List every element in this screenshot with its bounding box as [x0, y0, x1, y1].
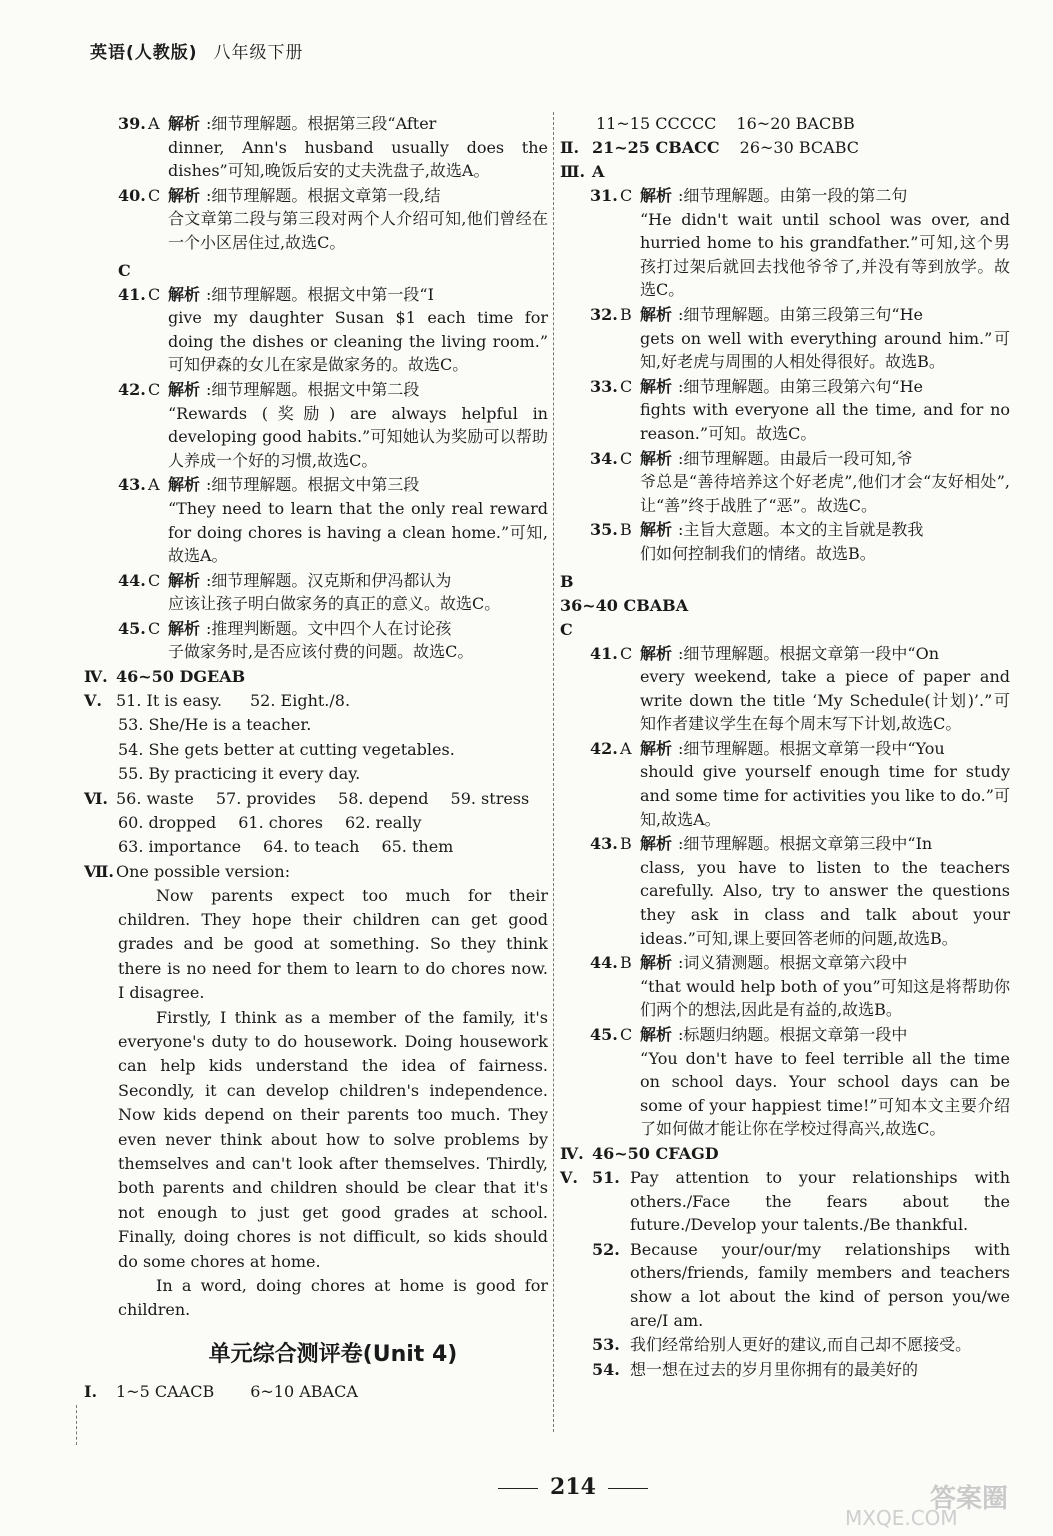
- answers-63-65: 63. importance 64. to teach 65. them: [118, 837, 454, 857]
- answer-55: 55. By practicing it every day.: [118, 764, 361, 784]
- section-1-answers: Ⅰ. 1~5 CAACB 6~10 ABACA: [84, 1381, 358, 1401]
- answer-42: 42. C 解析 :细节理解题。根据文中第二段 “Rewards (奖励) are always helpful in developing good habits.”可知她认为奖励可以帮助人养成一个好的习惯,故选C。: [118, 379, 548, 470]
- essay-paragraph-1: Now parents expect too much for their children. They hope their children can get good grades and be good at something. So they think there is no need for them to learn to do chores now. I disagree.: [118, 885, 548, 1003]
- answer-45: 45. C 解析 :推理判断题。文中四个人在讨论孩 子做家务时,是否应该付费的问题。故选C。: [118, 618, 474, 662]
- answer-33: 33. C 解析 :细节理解题。由第三段第六句“He fights with everyone all the time, and for no reason.”可知。故选C。: [590, 376, 1010, 443]
- answer-44: 44. C 解析 :细节理解题。汉克斯和伊冯都认为 应该让孩子明白做家务的真正的意义。故选C。: [118, 570, 501, 614]
- section-6-answers: Ⅵ. 56. waste 57. provides 58. depend 59. stress: [84, 788, 530, 808]
- answer-51-right: Ⅴ. 51. Pay attention to your relationships with others./Face the fears about the future./Develop your talents./Be thankful.: [560, 1167, 1010, 1235]
- answer-43: 43. A 解析 :细节理解题。根据文中第三段 “They need to learn that the only real reward for doing chores is having a clean home.”可知,故选A。: [118, 475, 548, 566]
- answer-45-right: 45. C 解析 :标题归纳题。根据文章第一段中 “You don't have to feel terrible all the time on school days. Your school days can be some of your happiest time!”可知本文主要介绍了如何做才能让你在学校过得高兴,故选C。: [590, 1025, 1010, 1139]
- section-b-label: B: [560, 571, 574, 591]
- answer-54: 54. She gets better at cutting vegetables.: [118, 739, 455, 759]
- column-divider: [553, 112, 554, 1432]
- section-4-answers-right: Ⅳ. 46~50 CFAGD: [560, 1143, 719, 1163]
- unit-title: 单元综合测评卷(Unit 4): [208, 1341, 458, 1367]
- answer-32: 32. B 解析 :细节理解题。由第三段第三句“He gets on well with everything around him.”可知,好老虎与周围的人相处得很好。故选B。: [590, 304, 1010, 372]
- essay-paragraph-3: In a word, doing chores at home is good for children.: [118, 1276, 548, 1320]
- page-number: 214: [486, 1474, 660, 1500]
- answer-53: 53. She/He is a teacher.: [118, 715, 312, 735]
- column-divider-small: [76, 1405, 77, 1445]
- answers-11-20: 11~15 CCCCC 16~20 BACBB: [596, 114, 855, 133]
- answer-52-right: 52. Because your/our/my relationships with others/friends, family members and teachers show a lot about the kind of person you/we are/I am.: [592, 1239, 1010, 1330]
- answer-34: 34. C 解析 :细节理解题。由最后一段可知,爷 爷总是“善待培养这个好老虎”,他们才会“友好相处”,让“善”终于战胜了“恶”。故选C。: [590, 448, 1010, 515]
- answer-35: 35. B 解析 :主旨大意题。本文的主旨就是教我 们如何控制我们的情绪。故选B。: [590, 520, 924, 563]
- left-column: [84, 112, 548, 1404]
- answer-31: 31. C 解析 :细节理解题。由第一段的第二句 “He didn't wait until school was over, and hurried home to his grandfather.”可知,这个男孩打过架后就回去找他爷爷了,并没有等到放学。故选C。: [590, 186, 1010, 300]
- watermark-logo: 答案圈: [930, 1484, 1009, 1514]
- answers-60-62: 60. dropped 61. chores 62. really: [118, 812, 422, 832]
- page-header: [90, 38, 304, 63]
- answer-39: 39. A 解析 :细节理解题。根据第三段“After dinner, Ann's husband usually does the dishes”可知,晚饭后安的丈夫洗盘子,故选A。: [118, 114, 548, 181]
- answer-42-right: 42. A 解析 :细节理解题。根据文章第一段中“You should give yourself enough time for study and some time for activities you like to do.”可知,故选A。: [590, 738, 1010, 829]
- answers-36-40: 36~40 CBABA: [560, 595, 689, 615]
- section-4-answers: Ⅳ. 46~50 DGEAB: [84, 667, 246, 687]
- section-3-label: Ⅲ. A: [560, 162, 605, 181]
- section-c-label-right: C: [560, 619, 573, 639]
- answer-43-right: 43. B 解析 :细节理解题。根据文章第三段中“In class, you have to listen to the teachers carefully. Also, try to answer the questions they ask in class and talk about your ideas.”可知,课上要回答老师的问题,故选B。: [590, 834, 1010, 948]
- right-column: [560, 112, 1010, 1382]
- watermark-url: MXQE.COM: [845, 1506, 958, 1530]
- answer-41: 41. C 解析 :细节理解题。根据文中第一段“I give my daughter Susan $1 each time for doing the dishes or cleaning the living room.” 可知伊森的女儿在家是做家务的。故选C。: [118, 284, 548, 375]
- section-c-label: C: [118, 260, 131, 280]
- header-subject: 英语(人教版): [90, 43, 198, 63]
- header-grade: 八年级下册: [213, 43, 304, 63]
- section-7-intro: Ⅶ. One possible version:: [84, 861, 291, 881]
- essay-paragraph-2: Firstly, I think as a member of the family, it's everyone's duty to do housework. Doing housework can help kids understand the idea of fairness. Secondly, it can develop children's independence. Now kids depend on their parents too much. They even never think about how to solve problems by themselves and can't look after themselves. Thirdly, both parents and children should be clear that it's not enough to just get good grades at school. Finally, doing chores is not difficult, so kids should do some chores at home.: [118, 1007, 548, 1271]
- answer-54-right: 54. 想一想在过去的岁月里你拥有的最美好的: [592, 1359, 919, 1379]
- answer-40: 40. C 解析 :细节理解题。根据文章第一段,结 合文章第二段与第三段对两个人介绍可知,他们曾经在一个小区居住过,故选C。: [118, 185, 548, 252]
- section-5-answers: Ⅴ. 51. It is easy. 52. Eight./8.: [84, 691, 351, 711]
- answer-44-right: 44. B 解析 :词义猜测题。根据文章第六段中 “that would help both of you”可知这是将帮助你们两个的想法,因此是有益的,故选B。: [590, 953, 1010, 1020]
- answer-53-right: 53. 我们经常给别人更好的建议,而自己却不愿接受。: [592, 1335, 972, 1355]
- section-2-answers: Ⅱ. 21~25 CBACC 26~30 BCABC: [560, 138, 860, 157]
- answer-41-right: 41. C 解析 :细节理解题。根据文章第一段中“On every weekend, take a piece of paper and write down the title ‘My Schedule(计划)’.”可知作者建议学生在每个周末写下计划,故选C。: [590, 643, 1010, 734]
